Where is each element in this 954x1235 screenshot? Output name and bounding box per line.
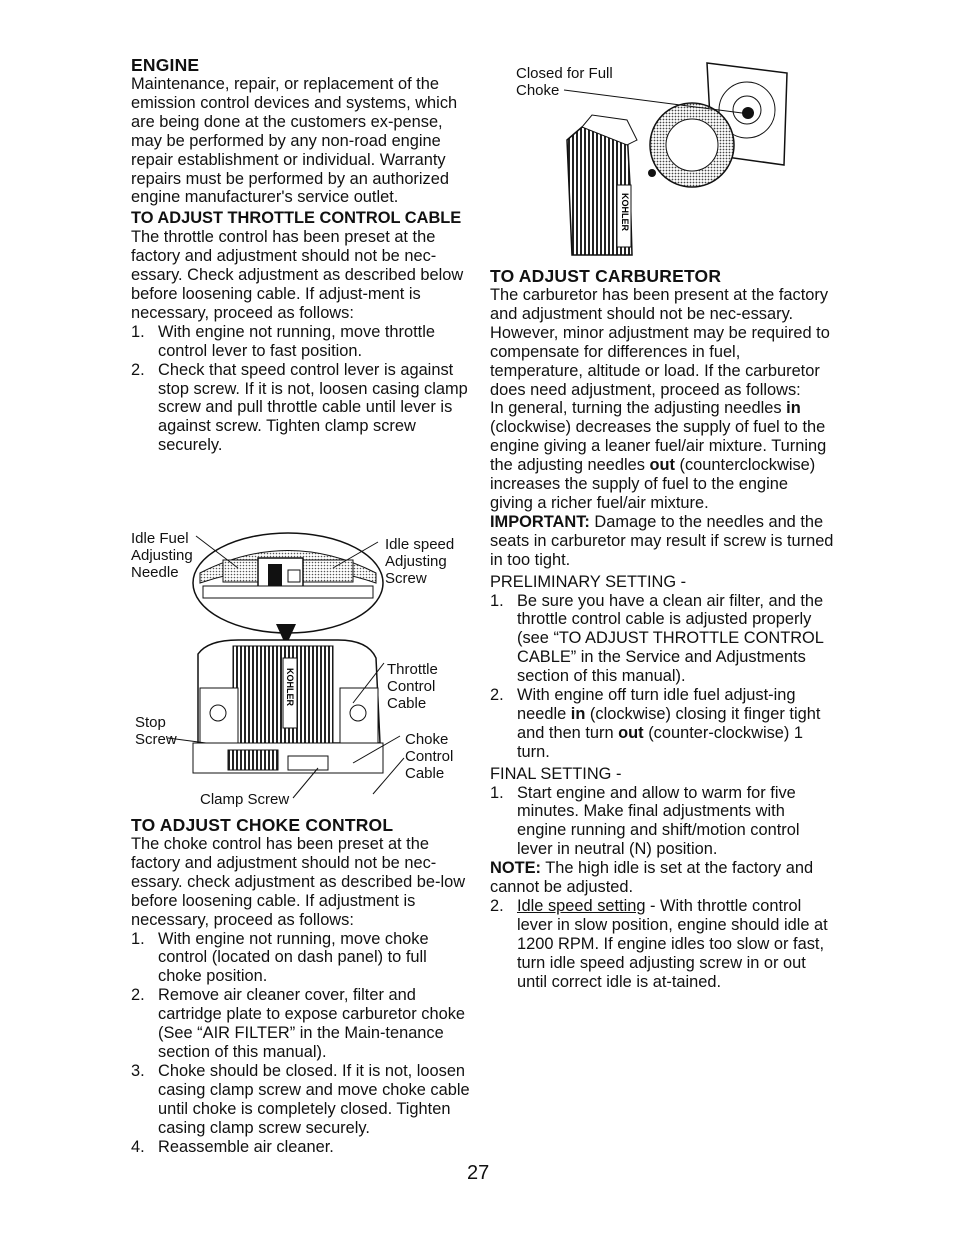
list-item: 2. With engine off turn idle fuel adjust-ing needle in (clockwise) closing it finger tight and then turn out (counter-clockwise) 1 turn. bbox=[490, 686, 821, 761]
carburetor-heading: TO ADJUST CARBURETOR bbox=[490, 266, 722, 286]
choke-heading: TO ADJUST CHOKE CONTROL bbox=[131, 815, 394, 835]
list-item: 1. With engine not running, move choke control (located on dash panel) to full choke position. bbox=[131, 929, 429, 986]
preliminary-steps bbox=[490, 592, 835, 762]
list-item: 1. Start engine and allow to warm for five minutes. Make final adjustments with engine running and shift/motion control lever in neutral (N) position. bbox=[490, 783, 800, 859]
throttle-cable-label: Throttle Control Cable bbox=[387, 661, 438, 712]
list-item: 4. Reassemble air cleaner. bbox=[131, 1137, 334, 1156]
final-steps bbox=[490, 784, 835, 860]
list-item: 3. Choke should be closed. If it is not, loosen casing clamp screw and move choke cable until choke is completely closed. Tighten casing clamp screw securely. bbox=[131, 1061, 470, 1137]
stop-screw-label: Stop Screw bbox=[135, 714, 177, 748]
choke-cable-label: Choke Control Cable bbox=[405, 731, 454, 782]
list-item: 2. Check that speed control lever is against stop screw. If it is not, loosen casing clamp screw and pull throttle cable until lever is against screw. Tighten clamp screw securely. bbox=[131, 360, 468, 455]
engine-heading: ENGINE bbox=[131, 55, 200, 75]
engine-figure bbox=[128, 528, 473, 810]
choke-intro: The choke control has been preset at the factory and adjustment should not be nec-essary. check adjustment as described be-low before loosening cable. If adjustment is necessary, proceed as follows: bbox=[131, 835, 466, 929]
idle-fuel-needle-label: Idle Fuel Adjusting Needle bbox=[131, 530, 193, 581]
engine-body: Maintenance, repair, or replacement of the emission control devices and systems, which are being done at the customers ex-pense, may be performed by any non-road engine repair establishment or individual. Warranty repairs must be performed by an authorized engine manufacturer's service outlet. bbox=[131, 75, 458, 207]
list-item: 2. Remove air cleaner cover, filter and cartridge plate to expose carburetor choke (See “AIR FILTER” in the Main-tenance section of this manual). bbox=[131, 986, 466, 1061]
choke-steps bbox=[131, 930, 471, 1157]
air-cleaner-brand-text: KOHLER bbox=[620, 193, 630, 231]
idle-speed-screw-label: Idle speed Adjusting Screw bbox=[385, 536, 455, 587]
choke-section bbox=[131, 815, 471, 1156]
throttle-steps bbox=[131, 323, 471, 455]
left-column bbox=[131, 55, 471, 455]
preliminary-heading: PRELIMINARY SETTING - bbox=[490, 572, 687, 591]
closed-full-choke-label: Closed for Full Choke bbox=[516, 65, 613, 99]
list-item: 1. With engine not running, move throttle control lever to fast position. bbox=[131, 322, 435, 360]
throttle-heading: TO ADJUST THROTTLE CONTROL CABLE bbox=[131, 209, 462, 228]
list-item: 1. Be sure you have a clean air filter, and the throttle control cable is adjusted properly (see “TO ADJUST THROTTLE CONTROL CABLE” in the Service and Adjustments section of this manual). bbox=[490, 591, 824, 686]
clamp-screw-label: Clamp Screw bbox=[200, 791, 290, 808]
list-item: 2. Idle speed setting - With throttle control lever in slow position, engine should idle at 1200 RPM. If engine idles too slow or fast, turn idle speed adjusting screw in or out until correct idle is at-tained. bbox=[490, 897, 828, 991]
carburetor-intro: The carburetor has been present at the factory and adjustment should not be nec-essary. However, minor adjustment may be required to compensate for differences in fuel, temperature, altitude or load. If the carburetor does need adjustment, proceed as follows: bbox=[490, 286, 830, 399]
note: NOTE: The high idle is set at the factory and cannot be adjusted. bbox=[490, 859, 814, 897]
final-heading: FINAL SETTING - bbox=[490, 764, 622, 783]
important-note: IMPORTANT: Damage to the needles and the seats in carburetor may result if screw is turned in too tight. bbox=[490, 512, 834, 569]
right-column bbox=[490, 266, 835, 992]
final-steps-continued bbox=[490, 897, 835, 992]
page-number: 27 bbox=[467, 1162, 490, 1184]
carburetor-general: In general, turning the adjusting needles in (clockwise) decreases the supply of fuel to the engine giving a leaner fuel/air mixture. Turning the adjusting needles out (counterclockwise) increases the supply of fuel to the engine giving a richer fuel/air mixture. bbox=[490, 399, 827, 512]
choke-figure bbox=[512, 55, 792, 260]
throttle-intro: The throttle control has been preset at the factory and adjustment should not be nec-essary. Check adjustment as described below before loosening cable. If adjust-ment is necessary, proceed as follows: bbox=[131, 228, 464, 322]
engine-brand-text: KOHLER bbox=[285, 668, 295, 706]
